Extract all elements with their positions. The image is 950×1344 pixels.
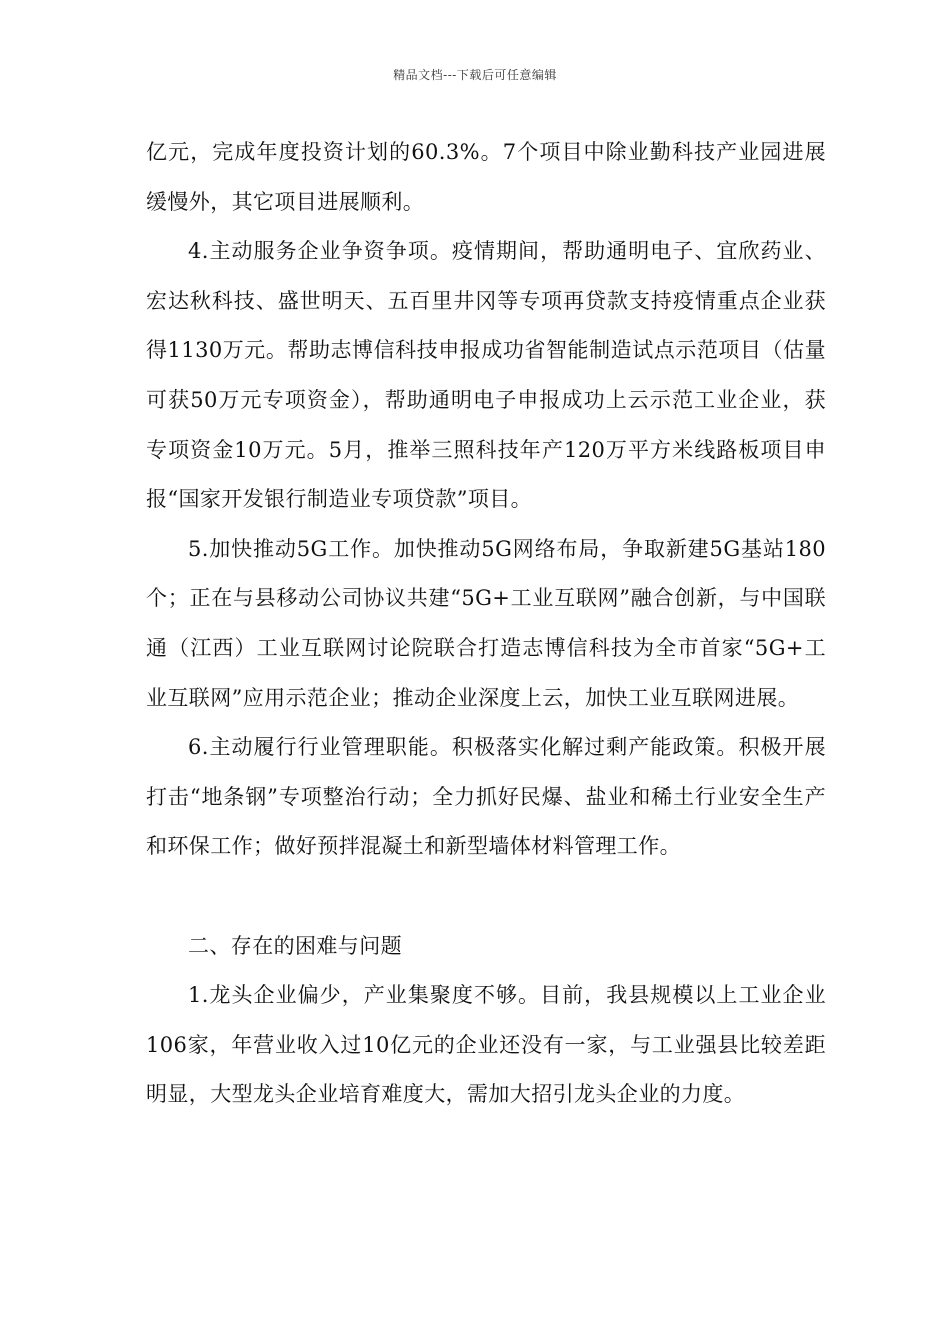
section-heading-difficulties: 二、存在的困难与问题: [188, 933, 402, 958]
paragraph-continuation: 亿元，完成年度投资计划的60.3%。7个项目中除业勤科技产业园进展缓慢外，其它项目进展顺利。: [146, 140, 826, 214]
paragraph-item-5: 5.加快推动5G工作。加快推动5G网络布局，争取新建5G基站180个；正在与县移动公司协议共建“5G+工业互联网”融合创新，与中国联通（江西）工业互联网讨论院联合打造志博信科技为全市首家“5G+工业互联网”应用示范企业；推动企业深度上云，加快工业互联网进展。: [146, 536, 826, 710]
paragraph-difficulty-1: 1.龙头企业偏少，产业集聚度不够。目前，我县规模以上工业企业106家，年营业收入过10亿元的企业还没有一家，与工业强县比较差距明显，大型龙头企业培育难度大，需加大招引龙头企业的力度。: [146, 983, 826, 1107]
document-body: [146, 128, 826, 1120]
page-header: 精品文档---下载后可任意编辑: [393, 68, 557, 82]
paragraph-item-4: 4.主动服务企业争资争项。疫情期间，帮助通明电子、宜欣药业、宏达秋科技、盛世明天、五百里井冈等专项再贷款支持疫情重点企业获得1130万元。帮助志博信科技申报成功省智能制造试点示范项目（估量可获50万元专项资金），帮助通明电子申报成功上云示范工业企业，获专项资金10万元。5月，推举三照科技年产120万平方米线路板项目申报“国家开发银行制造业专项贷款”项目。: [146, 239, 826, 512]
paragraph-item-6: 6.主动履行行业管理职能。积极落实化解过剩产能政策。积极开展打击“地条钢”专项整治行动；全力抓好民爆、盐业和稀土行业安全生产和环保工作；做好预拌混凝土和新型墙体材料管理工作。: [146, 735, 826, 859]
